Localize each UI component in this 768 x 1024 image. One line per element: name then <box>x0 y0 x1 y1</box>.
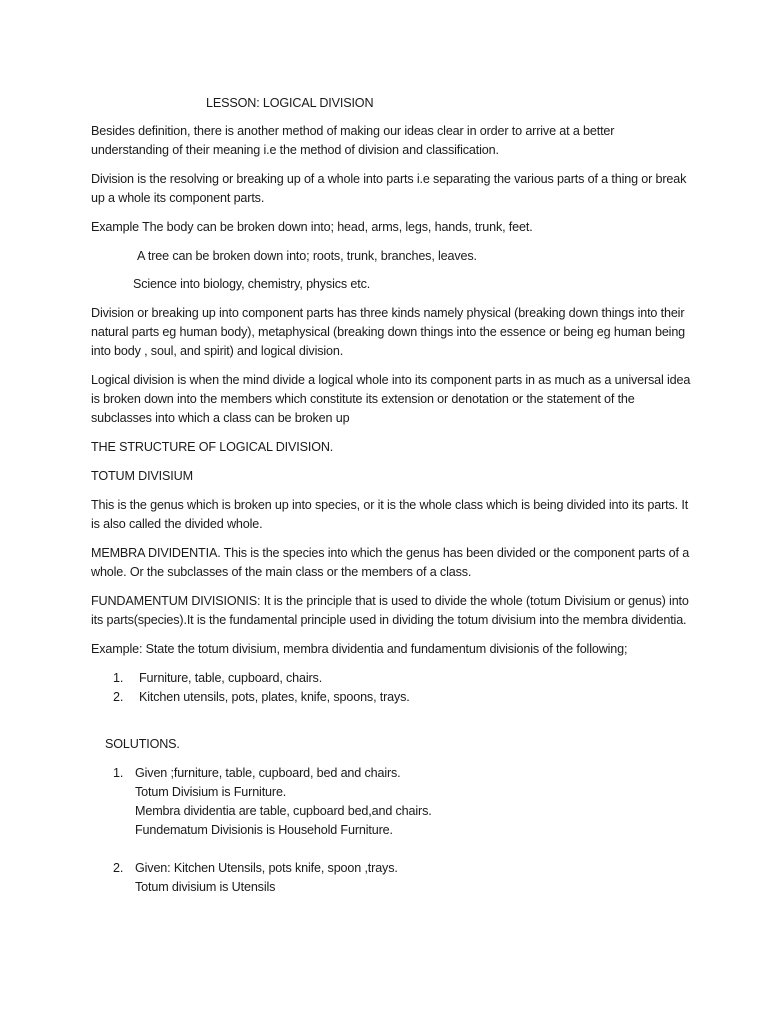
list-number: 1. <box>113 671 124 685</box>
list-item-text: Furniture, table, cupboard, chairs. <box>139 671 323 685</box>
lesson-title: LESSON: LOGICAL DIVISION <box>206 96 374 110</box>
totum-definition: This is the genus which is broken up into species, or it is the whole class which is being divided into its parts. It is also called the divided whole. <box>91 498 689 531</box>
list-number: 2. <box>113 690 124 704</box>
list-number: 2. <box>113 861 124 875</box>
solution-line: Membra dividentia are table, cupboard bed,and chairs. <box>135 804 432 818</box>
list-number: 1. <box>113 766 124 780</box>
solution-line: Given ;furniture, table, cupboard, bed and chairs. <box>135 766 401 780</box>
membra-definition: MEMBRA DIVIDENTIA. This is the species into which the genus has been divided or the component parts of a whole. Or the subclasses of the main class or the members of a class. <box>91 546 690 579</box>
solution-item <box>91 859 691 897</box>
solutions-heading: SOLUTIONS. <box>105 737 180 751</box>
solution-line: Given: Kitchen Utensils, pots knife, spoon ,trays. <box>135 861 398 875</box>
division-kinds: Division or breaking up into component parts has three kinds namely physical (breaking down things into their natural parts eg human body), metaphysical (breaking down things into the essence or being eg human being into body , soul, and spirit) and logical division. <box>91 306 686 358</box>
example-body: Example The body can be broken down into; head, arms, legs, hands, trunk, feet. <box>91 220 533 234</box>
example-science: Science into biology, chemistry, physics etc. <box>133 277 371 291</box>
division-definition: Division is the resolving or breaking up of a whole into parts i.e separating the various parts of a thing or break up a whole its component parts. <box>91 172 687 205</box>
example-task: Example: State the totum divisium, membra dividentia and fundamentum divisionis of the following; <box>91 642 628 656</box>
list-item <box>91 669 691 688</box>
list-item <box>91 688 691 707</box>
structure-heading: THE STRUCTURE OF LOGICAL DIVISION. <box>91 440 334 454</box>
solution-line: Totum divisium is Utensils <box>135 880 276 894</box>
logical-division-definition: Logical division is when the mind divide a logical whole into its component parts in as much as a universal idea is broken down into the members which constitute its extension or denotation or the statement of the subclasses into which a class can be broken up <box>91 373 691 425</box>
example-tree: A tree can be broken down into; roots, trunk, branches, leaves. <box>137 249 477 263</box>
document-body <box>91 94 691 916</box>
solution-line: Fundematum Divisionis is Household Furniture. <box>135 823 393 837</box>
solution-item <box>91 764 691 840</box>
fundamentum-definition: FUNDAMENTUM DIVISIONIS: It is the principle that is used to divide the whole (totum Divisium or genus) into its parts(species).It is the fundamental principle used in dividing the totum divisium into the membra dividentia. <box>91 594 689 627</box>
list-item-text: Kitchen utensils, pots, plates, knife, spoons, trays. <box>139 690 410 704</box>
intro-paragraph: Besides definition, there is another method of making our ideas clear in order to arrive at a better understanding of their meaning i.e the method of division and classification. <box>91 124 615 157</box>
examples-list <box>91 669 691 707</box>
totum-heading: TOTUM DIVISIUM <box>91 469 193 483</box>
solutions-list <box>91 764 691 897</box>
solution-line: Totum Divisium is Furniture. <box>135 785 287 799</box>
